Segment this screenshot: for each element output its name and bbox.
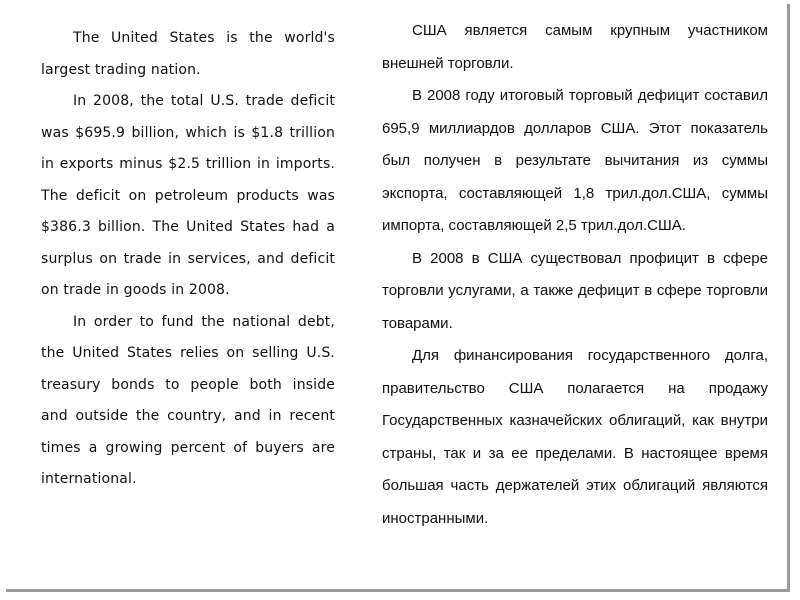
russian-paragraph-4: Для финансирования государственного долга, правительство США полагается на продажу Государственных казначейских облигаций, как внутри страны, так и за ее пределами. В настоящее время большая часть держателей этих облигаций являются иностранными. xyxy=(382,347,768,527)
russian-paragraph-2: В 2008 году итоговый торговый дефицит составил 695,9 миллиардов долларов США. Этот показатель был получен в результате вычитания из суммы экспорта, составляющей 1,8 трил.дол.США, суммы импорта, составляющей 2,5 трил.дол.США. xyxy=(382,87,768,234)
english-text-column xyxy=(41,23,335,496)
english-paragraph-2: In 2008, the total U.S. trade deficit was $695.9 billion, which is $1.8 trillion in exports minus $2.5 trillion in imports. The deficit on petroleum products was $386.3 billion. The United States had a surplus on trade in services, and deficit on trade in goods in 2008. xyxy=(41,93,335,298)
russian-text-column xyxy=(382,15,768,535)
russian-paragraph-1: США является самым крупным участником внешней торговли. xyxy=(382,22,768,72)
english-paragraph-1: The United States is the world's largest trading nation. xyxy=(41,30,335,78)
russian-paragraph-3: В 2008 в США существовал профицит в сфере торговли услугами, а также дефицит в сфере торговли товарами. xyxy=(382,249,768,332)
english-paragraph-3: In order to fund the national debt, the United States relies on selling U.S. treasury bonds to people both inside and outside the country, and in recent times a growing percent of buyers are international. xyxy=(41,313,335,487)
